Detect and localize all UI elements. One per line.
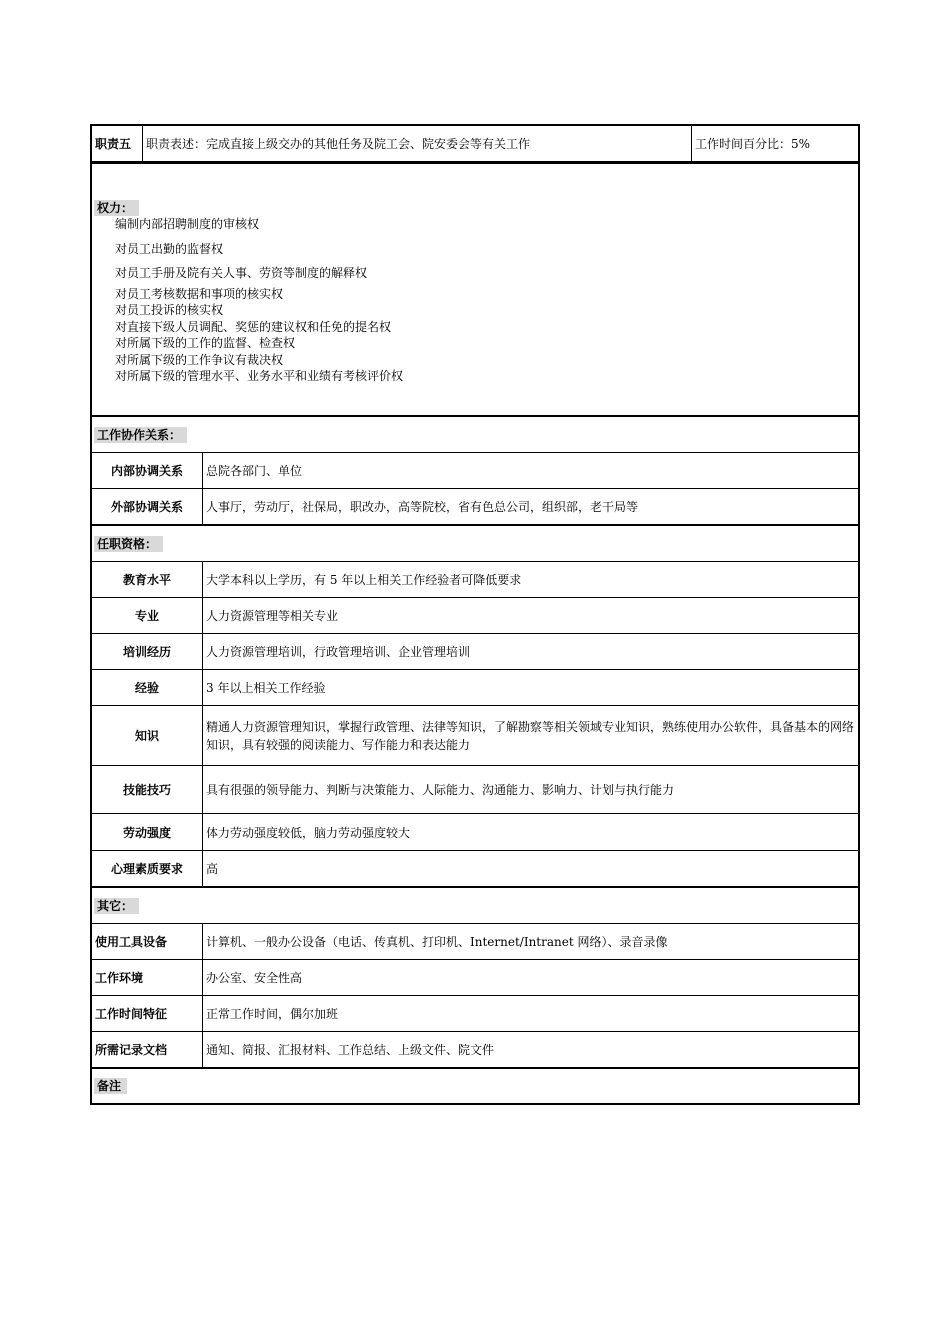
table-row bbox=[92, 813, 858, 850]
row-label: 培训经历 bbox=[122, 645, 171, 659]
duty-time-share: 工作时间百分比：5% bbox=[691, 126, 858, 161]
row-value: 人事厅，劳动厅，社保局，职改办，高等院校，省有色总公司，组织部，老干局等 bbox=[202, 489, 858, 524]
row-value: 大学本科以上学历，有 5 年以上相关工作经验者可降低要求 bbox=[202, 562, 858, 597]
row-label: 劳动强度 bbox=[122, 825, 171, 840]
table-row bbox=[92, 850, 858, 886]
power-item: 编制内部招聘制度的审核权 bbox=[115, 217, 260, 231]
row-label: 经验 bbox=[134, 681, 159, 695]
power-item: 对直接下级人员调配、奖惩的建议权和任免的提名权 bbox=[115, 319, 392, 334]
row-value: 精通人力资源管理知识，掌握行政管理、法律等知识，了解勘察等相关领域专业知识，熟练使用办公软件，具备基本的网络知识，具有较强的阅读能力、写作能力和表达能力 bbox=[202, 706, 858, 765]
duty-label: 职责五 bbox=[95, 137, 132, 151]
remarks-header: 备注 bbox=[94, 1078, 127, 1094]
duty-description: 职责表述：完成直接上级交办的其他任务及院工会、院安委会等有关工作 bbox=[142, 126, 691, 161]
row-label: 使用工具设备 bbox=[95, 935, 168, 949]
row-value: 总院各部门、单位 bbox=[202, 453, 858, 488]
remarks-section bbox=[90, 1069, 860, 1105]
row-label: 专业 bbox=[134, 609, 159, 623]
table-row bbox=[92, 669, 858, 705]
row-value: 3 年以上相关工作经验 bbox=[202, 670, 858, 705]
power-item: 对员工考核数据和事项的核实权 bbox=[115, 286, 284, 301]
table-row bbox=[92, 488, 858, 524]
row-label: 知识 bbox=[134, 729, 159, 743]
table-row bbox=[92, 561, 858, 597]
row-label: 心理素质要求 bbox=[110, 862, 183, 876]
row-value: 具有很强的领导能力、判断与决策能力、人际能力、沟通能力、影响力、计划与执行能力 bbox=[202, 766, 858, 813]
power-item: 对员工投诉的核实权 bbox=[115, 303, 224, 317]
table-row bbox=[92, 959, 858, 995]
power-section bbox=[90, 163, 860, 417]
power-item: 对员工手册及院有关人事、劳资等制度的解释权 bbox=[115, 266, 368, 280]
table-row bbox=[92, 995, 858, 1031]
table-row bbox=[92, 597, 858, 633]
table-row bbox=[92, 1031, 858, 1067]
row-label: 外部协调关系 bbox=[110, 500, 183, 514]
row-value: 人力资源管理等相关专业 bbox=[202, 598, 858, 633]
row-label: 所需记录文档 bbox=[95, 1043, 168, 1057]
row-label: 教育水平 bbox=[122, 573, 171, 587]
other-section bbox=[90, 888, 860, 1069]
power-item: 对所属下级的工作的监督、检查权 bbox=[115, 336, 296, 350]
row-label: 技能技巧 bbox=[122, 783, 171, 797]
table-row bbox=[92, 633, 858, 669]
row-label: 工作环境 bbox=[95, 971, 144, 985]
row-value: 办公室、安全性高 bbox=[202, 960, 858, 995]
power-item: 对所属下级的工作争议有裁决权 bbox=[115, 352, 284, 367]
row-value: 高 bbox=[202, 851, 858, 886]
power-item: 对所属下级的管理水平、业务水平和业绩有考核评价权 bbox=[115, 369, 404, 383]
row-label: 工作时间特征 bbox=[95, 1007, 168, 1021]
qualification-header: 任职资格： bbox=[94, 536, 163, 552]
row-value: 正常工作时间，偶尔加班 bbox=[202, 996, 858, 1031]
table-row bbox=[92, 452, 858, 488]
power-item: 对员工出勤的监督权 bbox=[115, 241, 224, 256]
other-header: 其它： bbox=[94, 898, 139, 914]
row-label: 内部协调关系 bbox=[110, 464, 183, 478]
row-value: 体力劳动强度较低，脑力劳动强度较大 bbox=[202, 814, 858, 850]
table-row bbox=[92, 923, 858, 959]
job-description-sheet bbox=[90, 124, 860, 1105]
duty-section bbox=[90, 124, 860, 163]
cooperation-header: 工作协作关系： bbox=[94, 427, 187, 443]
row-value: 计算机、一般办公设备（电话、传真机、打印机、Internet/Intranet 网络）、录音录像 bbox=[202, 924, 858, 959]
power-header: 权力： bbox=[94, 200, 139, 216]
row-value: 通知、简报、汇报材料、工作总结、上级文件、院文件 bbox=[202, 1032, 858, 1067]
qualification-section bbox=[90, 526, 860, 888]
table-row bbox=[92, 705, 858, 765]
power-list bbox=[92, 216, 403, 385]
cooperation-section bbox=[90, 417, 860, 526]
table-row bbox=[92, 765, 858, 813]
row-value: 人力资源管理培训，行政管理培训、企业管理培训 bbox=[202, 634, 858, 669]
